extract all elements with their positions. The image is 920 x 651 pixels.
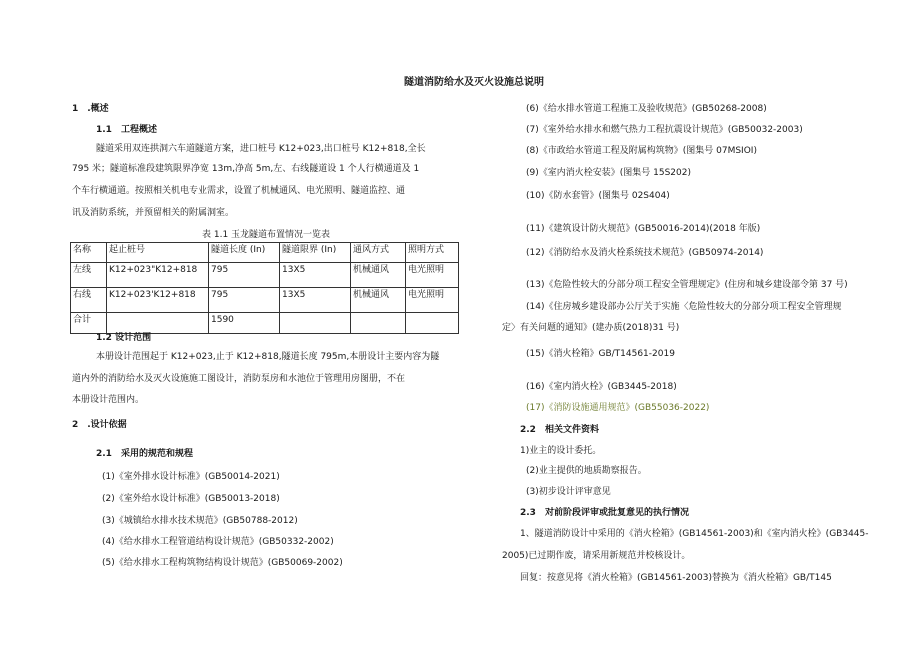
spec-item: (15)《消火栓箱》GB/T14561-2019	[526, 349, 675, 359]
spec-item: (6)《给水排水管道工程施工及验收规范》(GB50268-2008)	[526, 104, 767, 114]
section-1-heading: 1 .概述	[72, 104, 109, 114]
table-row	[71, 263, 459, 288]
overview-line-4: 讯及消防系统，并预留相关的附属洞室。	[72, 208, 235, 218]
table-cell	[406, 313, 459, 334]
table-header-cell: 照明方式	[406, 243, 459, 263]
review-reply: 回复：按意见将《消火栓箱》(GB14561-2003)替换为《消火栓箱》GB/T145	[520, 573, 832, 583]
table-header-cell: 隧道长度 (In)	[209, 243, 280, 263]
spec-item: (13)《危险性较大的分部分项工程安全管理规定》(住房和城乡建设部令第 37 号)	[526, 280, 848, 290]
reference-item: (2)业主提供的地质勘察报告。	[526, 466, 647, 476]
table-cell: 右线	[71, 288, 107, 313]
spec-item: (16)《室内消火栓》(GB3445-2018)	[526, 382, 677, 392]
table-cell: K12+023"K12+818	[107, 263, 209, 288]
reference-item: (3)初步设计评审意见	[526, 487, 611, 497]
spec-item: (3)《城镇给水排水技术规范》(GB50788-2012)	[102, 516, 298, 526]
overview-line-3: 个车行横通道。按照相关机电专业需求，设置了机械通风、电光照明、隧道监控、通	[72, 186, 406, 196]
table-cell: 机械通风	[351, 263, 406, 288]
table-cell: 795	[209, 263, 280, 288]
table-cell	[107, 313, 209, 334]
spec-item: (2)《室外给水设计标准》(GB50013-2018)	[102, 494, 280, 504]
spec-item: (7)《室外给水排水和燃气热力工程抗震设计规范》(GB50032-2003)	[526, 125, 803, 135]
spec-item-continued: 定〉有关问题的通知》(建办质(2018)31 号)	[502, 323, 680, 333]
table-cell: 电光照明	[406, 288, 459, 313]
review-line-1: 1、隧道消防设计中采用的《消火栓箱》(GB14561-2003)和《室内消火栓》(GB3445-	[520, 529, 869, 539]
spec-item: (10)《防水套管》(图集号 02S404)	[526, 191, 670, 201]
spec-item: (4)《给水排水工程管道结构设计规范》(GB50332-2002)	[102, 537, 334, 547]
section-2-2-heading: 2.2 相关文件资料	[520, 425, 599, 435]
table-cell: 机械通风	[351, 288, 406, 313]
overview-line-2: 795 米；隧道标准段建筑限界净宽 13m,净高 5m,左、右线隧道设 1 个人行横通道及 1	[72, 164, 420, 174]
tunnel-layout-table	[70, 242, 459, 334]
table-cell: 左线	[71, 263, 107, 288]
table-cell: K12+023'K12+818	[107, 288, 209, 313]
spec-item: (11)《建筑设计防火规范》(GB50016-2014)(2018 年版)	[526, 224, 761, 234]
table-header-cell: 通风方式	[351, 243, 406, 263]
table-row	[71, 313, 459, 334]
table-cell: 1590	[209, 313, 280, 334]
table-cell: 13X5	[280, 288, 351, 313]
table-row	[71, 288, 459, 313]
reference-item: 1)业主的设计委托。	[520, 446, 602, 456]
table-header-cell: 隧道限界 (In)	[280, 243, 351, 263]
scope-line-3: 本册设计范围内。	[72, 395, 145, 405]
table-header-cell: 起止桩号	[107, 243, 209, 263]
table-caption: 表 1.1 玉龙隧道布置情况一览表	[202, 230, 331, 240]
overview-line-1: 隧道采用双连拱洞六车道隧道方案，进口桩号 K12+023,出口桩号 K12+818,全长	[96, 144, 426, 154]
section-2-3-heading: 2.3 对前阶段评审或批复意见的执行情况	[520, 508, 689, 518]
review-line-2: 2005)已过期作废，请采用新规范并校核设计。	[502, 551, 691, 561]
scope-line-1: 本册设计范围起于 K12+023,止于 K12+818,隧道长度 795m,本册设计主要内容为隧	[96, 352, 440, 362]
spec-item-highlighted: (17)《消防设施通用规范》(GB55036-2022)	[526, 403, 710, 413]
table-header-cell: 名称	[71, 243, 107, 263]
section-1-2-heading: 1.2 设计范围	[96, 333, 152, 343]
scope-line-2: 道内外的消防给水及灭火设施施工图设计，消防泵房和水池位于管理用房图册，不在	[72, 374, 406, 384]
table-cell: 13X5	[280, 263, 351, 288]
table-header-row	[71, 243, 459, 263]
table-cell: 电光照明	[406, 263, 459, 288]
section-1-1-heading: 1.1 工程概述	[96, 125, 157, 135]
spec-item: (12)《消防给水及消火栓系统技术规范》(GB50974-2014)	[526, 248, 764, 258]
document-title: 隧道消防给水及灭火设施总说明	[404, 77, 544, 88]
section-2-1-heading: 2.1 采用的规范和规程	[96, 449, 193, 459]
section-2-heading: 2 .设计依据	[72, 420, 127, 430]
table-cell: 合计	[71, 313, 107, 334]
spec-item: (1)《室外排水设计标准》(GB50014-2021)	[102, 472, 280, 482]
table-cell: 795	[209, 288, 280, 313]
table-cell	[280, 313, 351, 334]
spec-item: (14)《住房城乡建设部办公厅关于实施〈危险性较大的分部分项工程安全管理规	[526, 302, 842, 312]
spec-item: (8)《市政给水管道工程及附属构筑物》(图集号 07MSIOI)	[526, 146, 757, 156]
spec-item: (5)《给水排水工程构筑物结构设计规范》(GB50069-2002)	[102, 558, 343, 568]
table-cell	[351, 313, 406, 334]
spec-item: (9)《室内消火栓安装》(图集号 15S202)	[526, 168, 691, 178]
